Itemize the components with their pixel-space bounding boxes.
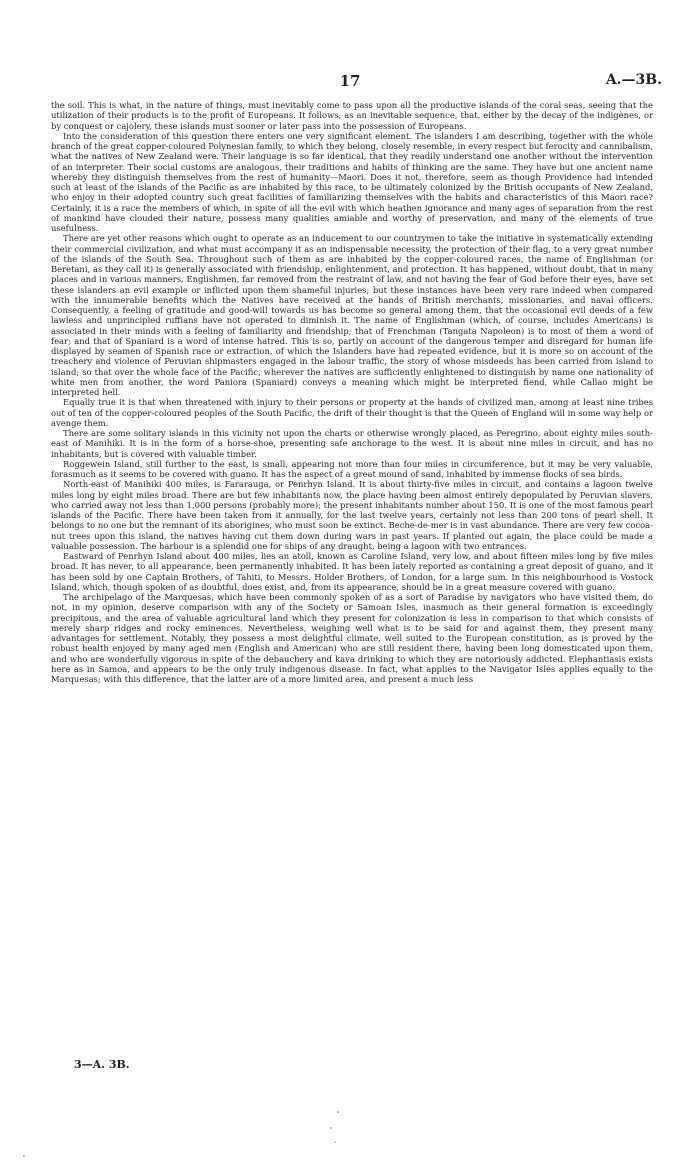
paragraph: the soil. This is what, in the nature of things, must inevitably come to pass upon all the productive islands of the coral seas, seeing that the utilization of their products is to the profit of Europeans. It follows, as an inevitable sequence, that, either by the decay of the indigènes, or by conquest or cajolery, these islands must sooner or later pass into the possession of Europeans. — [51, 100, 653, 131]
document-reference: A.—3B. — [605, 72, 662, 88]
body-text — [51, 100, 653, 684]
paragraph: Eastward of Penrhyn Island about 400 miles, lies an atoll, known as Caroline Island, very low, and about fifteen miles long by five miles broad. It has never, to all appearance, been permanently inhabited. It has been lately reported as containing a great deposit of guano, and it has been sold by one Captain Brothers, of Tahiti, to Messrs. Holder Brothers, of London, for a large sum. In this neighbourhood is Vostock Island, which, though spoken of as doubtful, does exist, and, from its appearance, should be in a great measure covered with guano. — [51, 551, 653, 592]
paragraph: North-east of Manihiki 400 miles, is Fararauga, or Penrhyn Island. It is about thirty-five miles in circuit, and contains a lagoon twelve miles long by eight miles broad. There are but few inhabitants now, the place having been almost entirely depopulated by Peruvian slavers, who carried away not less than 1,000 persons (probably more); the present inhabitants number about 150. It is one of the most famous pearl islands of the Pacific. There have been taken from it annually, for the last twelve years, certainly not less than 200 tons of pearl shell. It belongs to no one but the remnant of its aborigines, who must soon be extinct. Beche-de-mer is in vast abundance. There are very few cocoa-nut trees upon this island, the natives having cut them down during wars in past years. If planted out again, the place could be made a valuable possession. The harbour is a splendid one for ships of any draught, being a lagoon with two entrances. — [51, 479, 653, 551]
paragraph: Equally true it is that when threatened with injury to their persons or property at the hands of civilized man, among at least nine tribes out of ten of the copper-coloured peoples of the South Pacific, the drift of their thought is that the Queen of England will in some way help or avenge them. — [51, 397, 653, 428]
paragraph: Into the consideration of this question there enters one very significant element. The islanders I am describing, together with the whole branch of the great copper-coloured Polynesian family, to which they belong, closely resemble, in every respect but ferocity and cannibalism, what the natives of New Zealand were. Their language is so far identical, that they readily understand one another without the intervention of an interpreter. Their social customs are analogous, their traditions and habits of thinking are the same. They have but one ancient name whereby they distinguish themselves from the rest of humanity—Maori. Does it not, therefore, seem as though Providence had intended such at least of the islands of the Pacific as are inhabited by this race, to be ultimately colonized by the British occupants of New Zealand, who enjoy in their adopted country such great facilities of familiarizing themselves with the habits and characteristics of this Maori race? Certainly, it is a race the members of which, in spite of all the evil with which heathen ignorance and many ages of separation from the rest of mankind have clouded their nature, possess many qualities amiable and worthy of preservation, and many of the elements of true usefulness. — [51, 130, 653, 233]
signature-mark: 3—A. 3B. — [74, 1058, 130, 1071]
paragraph: There are yet other reasons which ought to operate as an inducement to our countrymen to take the initiative in systematically extending their commercial civilization, and what must accompany it as an indispensable necessity, the protection of their flag, to a very great number of the islands of the South Sea. Throughout such of them as are inhabited by the copper-coloured races, the name of Englishman (or Beretani, as they call it) is generally associated with friendship, enlightenment, and protection. It has happened, without doubt, that in many places and in various manners, Englishmen, far removed from the restraint of law, and not having the fear of God before their eyes, have set these islanders an evil example or inflicted upon them shameful injuries; but these instances have been very rare indeed when compared with the innumerable benefits which the Natives have received at the hands of British merchants, missionaries, and naval officers. Consequently, a feeling of gratitude and good-will towards us has become so general among them, that the occasional evil deeds of a few lawless and unprincipled ruffians have not operated to diminish it. The name of Englishman (which, of course, includes Americans) is associated in their minds with a feeling of familiarity and friendship; that of Frenchman (Tangata Napoleon) is to most of them a word of fear; and that of Spaniard is a word of intense hatred. This is so, partly on account of the dangerous temper and disregard for human life displayed by seamen of Spanish race or extraction, of which the Islanders have had repeated evidence, but it is more so on account of the treachery and violence of Peruvian shipmasters engaged in the labour traffic, the story of whose misdeeds has been carried from island to island; so that over the whole face of the Pacific, wherever the natives are sufficiently enlightened to distinguish by name one nationality of white men from another, the word Paniora (Spaniard) conveys a meaning which might be interpreted fiend, while Callao might be interpreted hell. — [51, 233, 653, 397]
page-header — [0, 72, 700, 92]
paragraph: Roggewein Island, still further to the east, is small, appearing not more than four miles in circumference, but it may be very valuable, forasmuch as it seems to be covered with guano. It has the aspect of a great mound of sand, inhabited by immense flocks of sea birds. — [51, 458, 653, 479]
paragraph: There are some solitary islands in this vicinity not upon the charts or otherwise wrongly placed, as Peregrino, about eighty miles south-east of Manihiki. It is in the form of a horse-shoe, presenting safe anchorage to the west. It is about nine miles in circuit, and has no inhabitants, but is covered with valuable timber. — [51, 428, 653, 459]
page-number: 17 — [339, 72, 361, 90]
paragraph: The archipelago of the Marquesas, which have been commonly spoken of as a sort of Paradise by navigators who have visited them, do not, in my opinion, deserve comparison with any of the Society or Samoan Isles, inasmuch as their general formation is exceedingly precipitous, and the area of valuable agricultural land which they present for colonization is less in comparison to that which consists of merely sharp ridges and rocky eminences. Nevertheless, weighing well what is to be said for and against them, they present many advantages for settlement. Notably, they possess a most delightful climate, well suited to the European constitution, as is proved by the robust health enjoyed by many aged men (English and American) who are still resident there, having been long domesticated upon them, and who are wonderfully vigorous in spite of the debauchery and kava drinking to which they are notoriously addicted. Elephantiasis exists here as in Samoa, and appears to be the only truly indigenous disease. In fact, what applies to the Navigator Isles applies equally to the Marquesas; with this difference, that the latter are of a more limited area, and present a much less — [51, 592, 653, 684]
